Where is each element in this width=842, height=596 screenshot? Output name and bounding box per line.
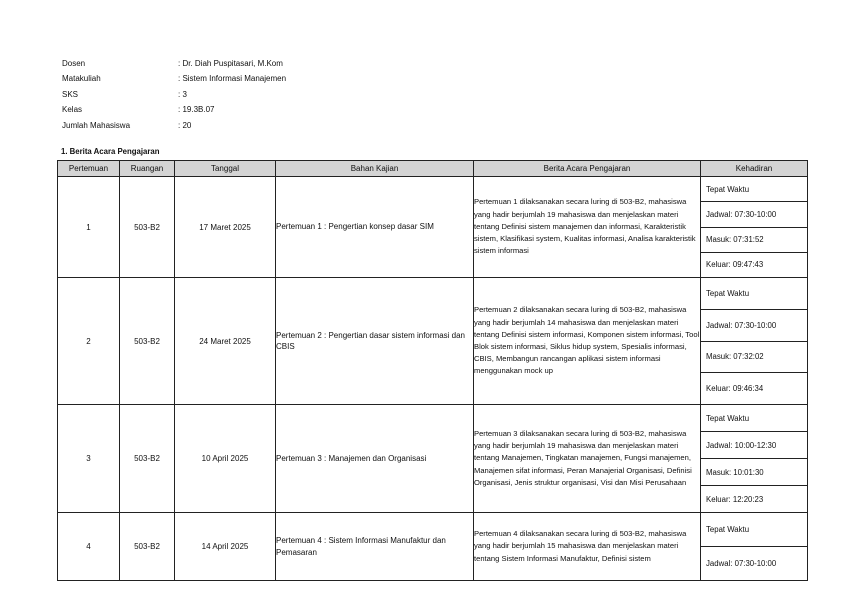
table-row [58,177,808,278]
bahan-kajian-cell: Pertemuan 4 : Sistem Informasi Manufaktur dan Pemasaran [276,513,474,581]
kehadiran-masuk: Masuk: 07:32:02 [701,342,807,374]
kehadiran-cell [701,278,808,405]
pertemuan-cell: 1 [58,177,120,278]
berita-acara-cell: Pertemuan 1 dilaksanakan secara luring di 503-B2, mahasiswa yang hadir berjumlah 19 mahasiswa dan menjelaskan materi tentang Definisi sistem manajemen dan informasi, Karakteristik sistem, Klasifikasi system, Kualitas informasi, Analisa karakteristik sistem informasi [474,177,701,278]
kehadiran-list [701,278,807,404]
info-row-jumlah-mahasiswa [62,120,286,135]
kehadiran-keluar: Keluar: 12:20:23 [706,494,764,504]
column-header-kehadiran: Kehadiran [701,161,808,177]
kehadiran-list [701,513,807,580]
course-info [62,58,286,135]
column-header-ruangan: Ruangan [120,161,175,177]
table-row [58,278,808,405]
column-header-berita-acara: Berita Acara Pengajaran [474,161,701,177]
info-label: Kelas [62,105,83,115]
column-header-tanggal: Tanggal [175,161,276,177]
pertemuan-cell: 3 [58,405,120,513]
kehadiran-status: Tepat Waktu [701,513,807,547]
kehadiran-cell [701,513,808,581]
kehadiran-list [701,405,807,512]
table-header-row [58,161,808,177]
info-label: SKS [62,89,79,99]
ruangan-cell: 503-B2 [120,278,175,405]
tanggal-cell: 10 April 2025 [175,405,276,513]
info-value: : 19.3B.07 [178,105,215,115]
info-label: Dosen [62,59,86,68]
bahan-kajian-cell: Pertemuan 3 : Manajemen dan Organisasi [276,405,474,513]
tanggal-cell: 24 Maret 2025 [175,278,276,405]
kehadiran-jadwal: Jadwal: 07:30-10:00 [701,202,807,227]
berita-acara-cell: Pertemuan 2 dilaksanakan secara luring di 503-B2, mahasiswa yang hadir berjumlah 14 mahasiswa dan menjelaskan materi tentang Definisi sistem informasi, Komponen sistem informasi, Tool Blok sistem informasi, Siklus hidup system, Spesialis informasi, CBIS, Membangun rancangan aplikasi sistem informasi menggunakan mock up [474,278,701,405]
info-value: : 20 [178,120,192,130]
tanggal-cell: 17 Maret 2025 [175,177,276,278]
ruangan-cell: 503-B2 [120,405,175,513]
berita-acara-cell: Pertemuan 3 dilaksanakan secara luring di 503-B2, mahasiswa yang hadir berjumlah 19 mahasiswa dan menjelaskan materi tentang Manajemen, Tingkatan manajemen, Fungsi manajemen, Manajemen sifat informasi, Peran Manajerial Organisasi, Definisi Organisasi, Jenis struktur organisasi, Visi dan Misi Perusahaan [474,405,701,513]
kehadiran-masuk: Masuk: 10:01:30 [701,459,807,486]
table-row [58,405,808,513]
info-label: Matakuliah [62,74,101,84]
table-row [58,513,808,581]
kehadiran-keluar: Keluar: 09:47:43 [706,260,764,270]
kehadiran-jadwal: Jadwal: 07:30-10:00 [701,310,807,342]
ruangan-cell: 503-B2 [120,177,175,278]
info-value: : 3 [178,89,187,99]
kehadiran-jadwal: Jadwal: 07:30-10:00 [706,559,777,568]
column-header-pertemuan: Pertemuan [58,161,120,177]
kehadiran-cell [701,405,808,513]
berita-acara-table [57,160,808,581]
kehadiran-jadwal: Jadwal: 10:00-12:30 [701,432,807,459]
tanggal-cell: 14 April 2025 [175,513,276,581]
info-row-sks [62,89,286,104]
info-value: : Sistem Informasi Manajemen [178,74,287,84]
info-value: : Dr. Diah Puspitasari, M.Kom [178,59,283,68]
kehadiran-list [701,177,807,277]
bahan-kajian-cell: Pertemuan 1 : Pengertian konsep dasar SIM [276,177,474,278]
info-label: Jumlah Mahasiswa [62,120,131,130]
section-title: 1. Berita Acara Pengajaran [61,147,160,156]
column-header-bahan-kajian: Bahan Kajian [276,161,474,177]
kehadiran-masuk: Masuk: 07:31:52 [701,228,807,253]
pertemuan-cell: 4 [58,513,120,581]
pertemuan-cell: 2 [58,278,120,405]
info-row-kelas [62,104,286,119]
ruangan-cell: 503-B2 [120,513,175,581]
info-row-matakuliah [62,73,286,88]
info-row-dosen [62,58,286,73]
kehadiran-status: Tepat Waktu [701,405,807,432]
berita-acara-cell: Pertemuan 4 dilaksanakan secara luring di 503-B2, mahasiswa yang hadir berjumlah 15 mahasiswa dan menjelaskan materi tentang Sistem Informasi Manufaktur, Definisi sistem [474,513,701,581]
kehadiran-status: Tepat Waktu [701,278,807,310]
kehadiran-cell [701,177,808,278]
bahan-kajian-cell: Pertemuan 2 : Pengertian dasar sistem informasi dan CBIS [276,278,474,405]
kehadiran-status: Tepat Waktu [701,177,807,202]
kehadiran-keluar: Keluar: 09:46:34 [706,384,764,394]
